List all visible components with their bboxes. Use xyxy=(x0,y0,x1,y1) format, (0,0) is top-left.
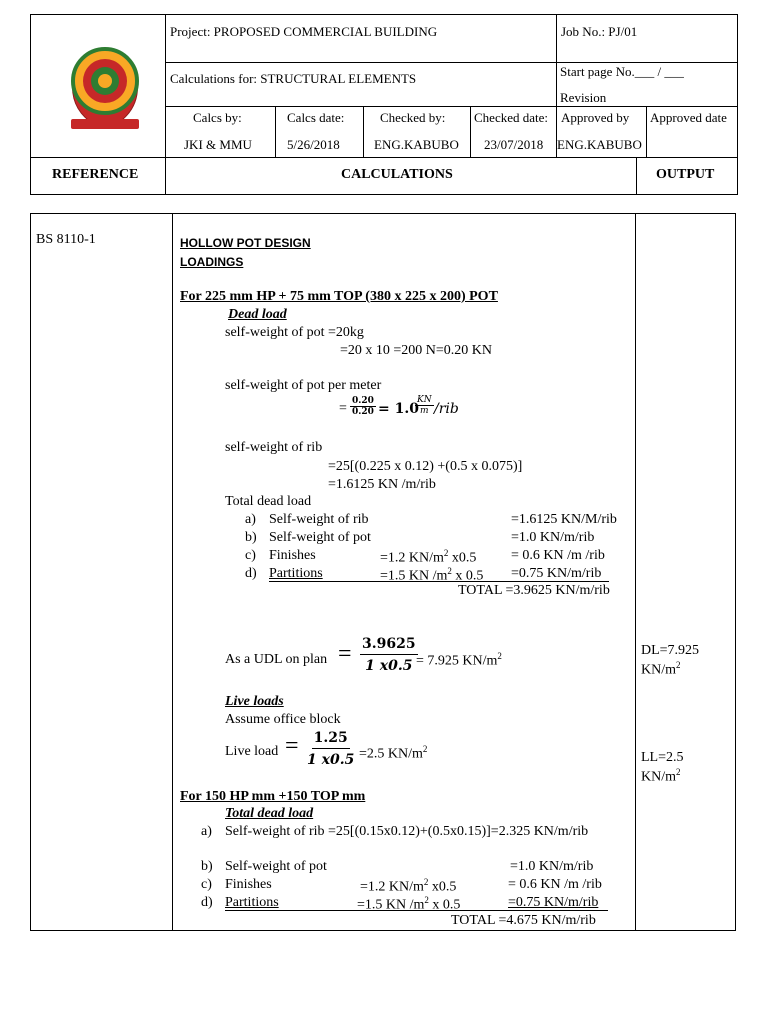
calcs-by-value: JKI & MMU xyxy=(184,137,252,152)
fraction-denominator: 0.20 xyxy=(352,407,374,417)
live-loads-heading: Live loads xyxy=(225,694,284,709)
udl-fraction xyxy=(360,636,418,674)
list-item-label: Finishes xyxy=(269,548,316,563)
list-item-mark: b) xyxy=(245,530,257,545)
output-ll-value: LL=2.5 xyxy=(641,750,684,765)
output-ll-unit xyxy=(641,767,681,786)
fraction-pot-per-m xyxy=(350,396,376,417)
list-item-value: =0.75 KN/m/rib xyxy=(511,566,602,581)
list-item-value: =1.6125 KN/M/rib xyxy=(511,512,617,527)
list-item-label: Partitions xyxy=(225,895,279,910)
assume-text: Assume office block xyxy=(225,712,341,727)
sw-pot-per-m-text: self-weight of pot per meter xyxy=(225,378,382,393)
superscript: 2 xyxy=(423,877,429,887)
formula-part: x 0.5 xyxy=(451,568,484,584)
udl-result xyxy=(416,651,502,670)
fraction-numerator: 0.20 xyxy=(352,396,374,406)
udl-label: As a UDL on plan xyxy=(225,652,328,667)
approved-by-label: Approved by xyxy=(561,110,630,125)
list-item-value: =1.0 KN/m/rib xyxy=(511,530,595,545)
start-page-text: Start page No.___ / ___ xyxy=(560,64,684,79)
superscript: 2 xyxy=(422,744,428,754)
total-line: TOTAL =3.9625 KN/m/rib xyxy=(458,583,610,598)
list-item-value: =0.75 KN/m/rib xyxy=(508,895,599,910)
total-dead-load-text: Total dead load xyxy=(225,494,312,509)
udl-denominator: 1 x0.5 xyxy=(365,658,413,674)
list-item-label: Partitions xyxy=(269,566,323,581)
list-item-label: Self-weight of pot xyxy=(225,859,327,874)
list-item-mark: c) xyxy=(245,548,256,563)
subsection-title-150mm: For 150 HP mm +150 TOP mm xyxy=(180,789,366,804)
list-item-label: Self-weight of pot xyxy=(269,530,371,545)
checked-by-value: ENG.KABUBO xyxy=(374,137,459,152)
formula-part: x0.5 xyxy=(448,550,477,566)
dead-load-heading: Dead load xyxy=(228,307,287,322)
superscript: 2 xyxy=(497,651,502,661)
unit-numerator: KN xyxy=(417,395,432,405)
list-item-mark: a) xyxy=(245,512,256,527)
output-dl-unit xyxy=(641,660,681,679)
total-line: TOTAL =4.675 KN/m/rib xyxy=(451,913,596,928)
approved-by-value: ENG.KABUBO xyxy=(557,137,642,152)
reference-column-header: REFERENCE xyxy=(52,167,139,182)
udl-numerator: 3.9625 xyxy=(360,636,418,655)
reference-standard: BS 8110-1 xyxy=(36,232,96,247)
live-denominator: 1 x0.5 xyxy=(307,752,355,768)
sum-underline xyxy=(225,910,608,911)
revision-text: Revision xyxy=(560,90,607,105)
formula-part: =1.2 KN/m xyxy=(360,879,424,895)
checked-by-label: Checked by: xyxy=(380,110,446,125)
project-text: Project: PROPOSED COMMERCIAL BUILDING xyxy=(170,24,438,39)
unit-fraction xyxy=(415,395,434,416)
formula-part: =1.2 KN/m xyxy=(380,550,444,566)
superscript: 2 xyxy=(676,660,681,670)
list-item-label: Self-weight of rib =25[(0.15x0.12)+(0.5x0.15)]=2.325 KN/m/rib xyxy=(225,824,589,839)
output-dl-value: DL=7.925 xyxy=(641,643,700,658)
sw-rib-calc-2: =1.6125 KN /m/rib xyxy=(328,477,436,492)
list-item-mark: c) xyxy=(201,877,212,892)
superscript: 2 xyxy=(443,548,449,558)
output-column-header: OUTPUT xyxy=(656,167,715,182)
section-title-loadings: LOADINGS xyxy=(180,255,244,269)
formula-part: x 0.5 xyxy=(428,897,461,913)
per-rib-text: /rib xyxy=(434,401,459,417)
sw-rib-calc-1: =25[(0.225 x 0.12) +(0.5 x 0.075)] xyxy=(328,459,523,474)
udl-eq: = xyxy=(338,641,352,667)
sum-underline xyxy=(269,581,609,582)
calculations-column-header: CALCULATIONS xyxy=(341,167,453,182)
unit-denominator: m xyxy=(420,406,429,416)
list-item-label: Finishes xyxy=(225,877,272,892)
sw-pot-calc: =20 x 10 =200 N=0.20 KN xyxy=(340,343,493,358)
live-load-label: Live load xyxy=(225,744,279,759)
list-item-formula xyxy=(360,877,456,896)
university-seal-logo xyxy=(65,39,145,135)
live-result-text: =2.5 KN/m xyxy=(359,746,423,762)
list-item-formula xyxy=(380,548,476,567)
calcs-by-label: Calcs by: xyxy=(193,110,242,125)
calcs-date-label: Calcs date: xyxy=(287,110,345,125)
live-eq: = xyxy=(285,733,299,759)
live-numerator: 1.25 xyxy=(312,730,350,749)
sw-rib-text: self-weight of rib xyxy=(225,440,323,455)
list-item-mark: b) xyxy=(201,859,213,874)
live-result xyxy=(359,744,427,763)
unit-text: KN/m xyxy=(641,662,676,678)
checked-date-label: Checked date: xyxy=(474,110,548,125)
fraction-result: = 1.0 xyxy=(378,401,419,417)
list-item-value: = 0.6 KN /m /rib xyxy=(511,548,605,563)
total-dead-load-heading: Total dead load xyxy=(225,806,314,821)
sw-pot-text: self-weight of pot =20kg xyxy=(225,325,364,340)
formula-part: =1.5 KN /m xyxy=(357,897,425,913)
list-item-mark: d) xyxy=(245,566,257,581)
list-item-mark: d) xyxy=(201,895,213,910)
unit-text: KN/m xyxy=(641,769,676,785)
job-no-text: Job No.: PJ/01 xyxy=(561,24,638,39)
list-item-label: Self-weight of rib xyxy=(269,512,369,527)
superscript: 2 xyxy=(447,566,452,576)
checked-date-value: 23/07/2018 xyxy=(484,137,544,152)
section-title-hollow-pot: HOLLOW POT DESIGN xyxy=(180,236,311,250)
list-item-value: =1.0 KN/m/rib xyxy=(510,859,594,874)
live-fraction xyxy=(307,730,354,768)
formula-part: x0.5 xyxy=(428,879,457,895)
calculations-for-text: Calculations for: STRUCTURAL ELEMENTS xyxy=(170,71,417,86)
approved-date-label: Approved date xyxy=(650,110,727,125)
eq-sign: = xyxy=(339,401,347,416)
subsection-title-225mm: For 225 mm HP + 75 mm TOP (380 x 225 x 200) POT xyxy=(180,289,498,304)
superscript: 2 xyxy=(424,895,429,905)
formula-part: =1.5 KN /m xyxy=(380,568,448,584)
list-item-mark: a) xyxy=(201,824,212,839)
calcs-date-value: 5/26/2018 xyxy=(287,137,340,152)
udl-result-text: = 7.925 KN/m xyxy=(416,653,498,669)
list-item-value: = 0.6 KN /m /rib xyxy=(508,877,602,892)
superscript: 2 xyxy=(676,767,681,777)
